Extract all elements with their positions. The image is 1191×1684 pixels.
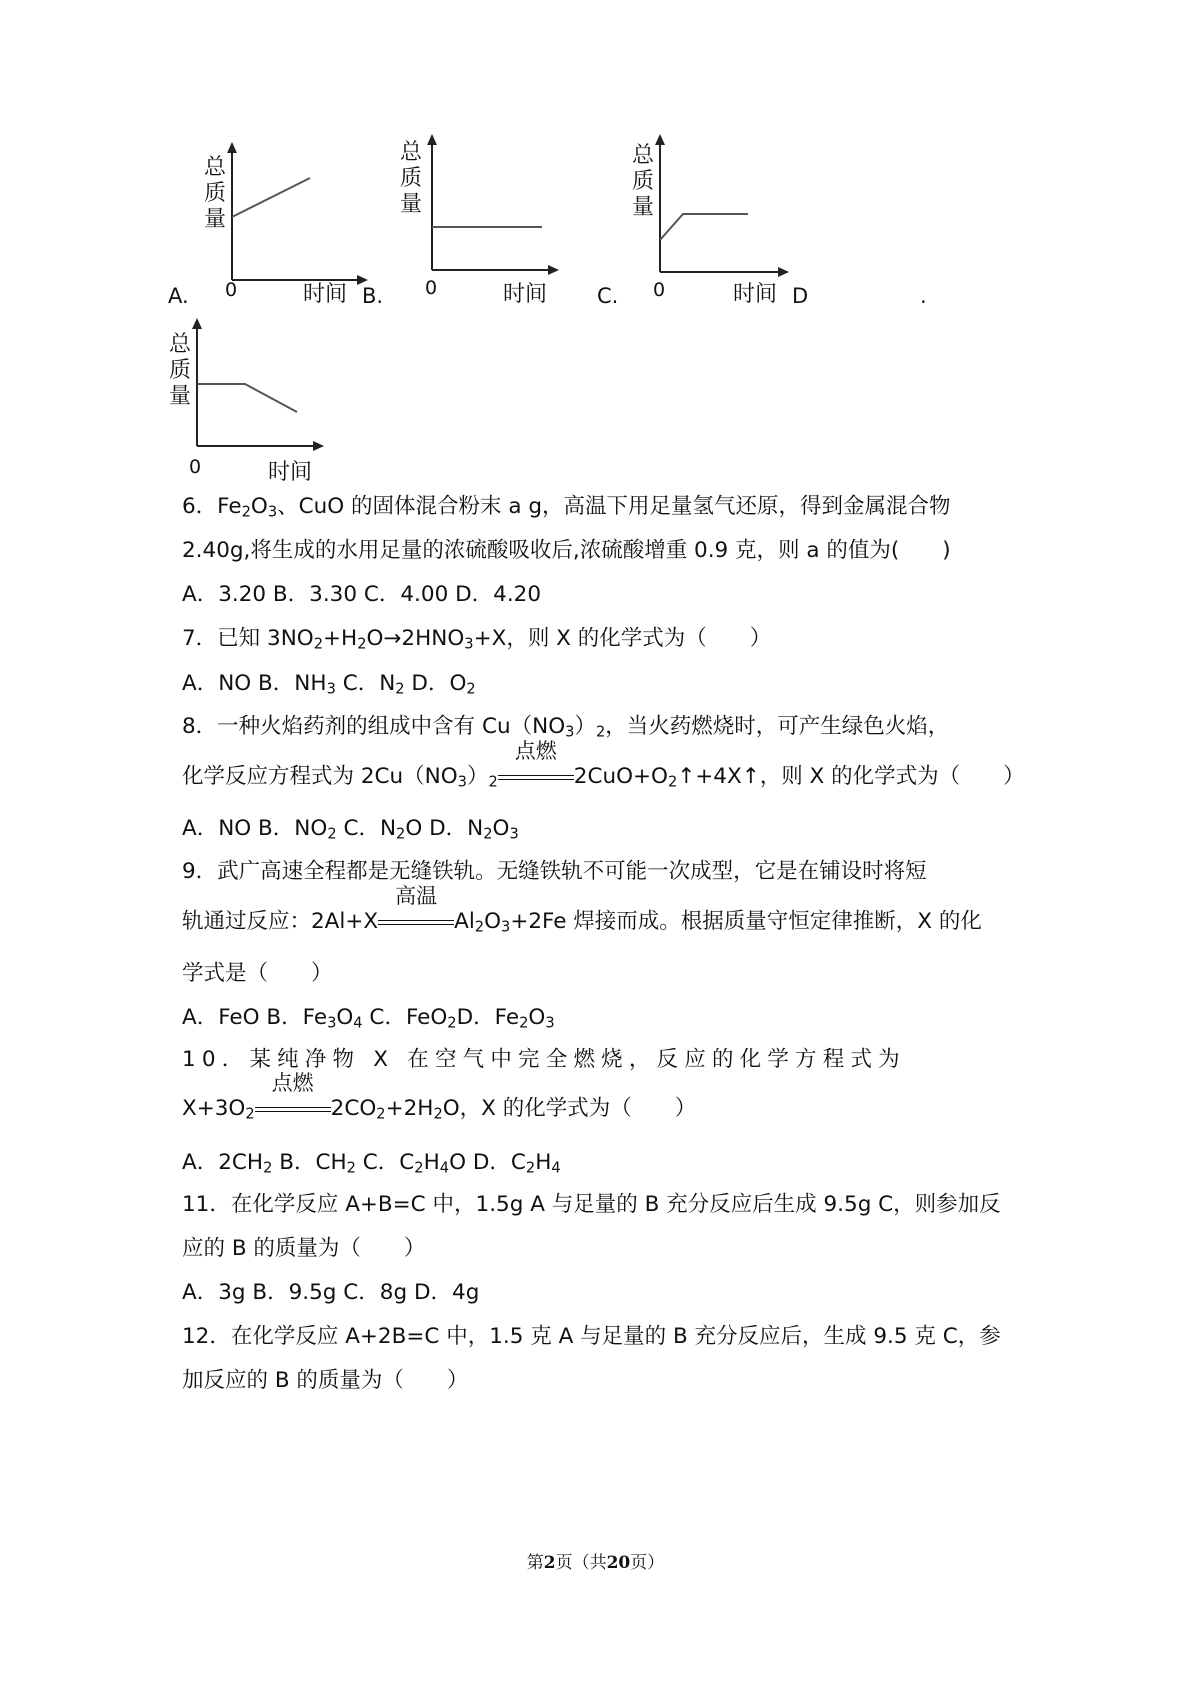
graph-c (638, 132, 808, 302)
graph-c-xlabel: 时间 (733, 282, 778, 307)
q8-condition: 点燃 (514, 739, 557, 763)
graph-a-letter: A. (168, 284, 189, 308)
q11-line2: 应的 B 的质量为（ ） (182, 1236, 426, 1261)
footer-page-number: 2 (543, 1553, 556, 1573)
q8-options: A．NO B．$NO_2$ C．$N_2O$ D．$N_2O_3$ (182, 816, 519, 843)
q7-stem: 7．已知 $3NO_2+H_2O\to 2HNO_3+X$，则 X 的化学式为（ ） (182, 626, 772, 653)
graph-d-ylabel: 总 质 量 (168, 332, 191, 409)
q9-line1: 9．武广高速全程都是无缝铁轨。无缝铁轨不可能一次成型，它是在铺设时将短 (182, 859, 927, 884)
graph-c-line (660, 214, 748, 240)
graph-c-axes (638, 132, 808, 302)
q12-line1: 12．在化学反应 A+2B=C 中，1.5 克 A 与足量的 B 充分反应后，生成 9.5 克 C，参 (182, 1324, 1001, 1349)
graph-d-line (197, 384, 297, 412)
q10-reaction-arrow (255, 1071, 331, 1123)
q6-line1: 6．$Fe_2O_3$、CuO 的固体混合粉末 a g，高温下用足量氢气还原，得到金属混合物 (182, 494, 951, 521)
q6-line2: 2.40g,将生成的水用足量的浓硫酸吸收后,浓硫酸增重 0.9 克，则 a 的值为( ) (182, 538, 951, 563)
q8-reaction-arrow (498, 739, 574, 791)
graph-c-zero: 0 (653, 279, 666, 301)
q11-options: A．3g B．9.5g C．8g D．4g (182, 1280, 480, 1305)
q10-condition: 点燃 (271, 1071, 314, 1095)
q10-options: A．$2CH_2$ B．$CH_2$ C．$C_2H_4O$ D．$C_2H_4$ (182, 1150, 561, 1177)
graph-d-letter: D (792, 284, 809, 308)
graph-c-ylabel: 总 质 量 (631, 143, 654, 220)
page-footer: 第2页（共20页） (526, 1553, 665, 1573)
footer-total-pages: 20 (606, 1553, 631, 1573)
graph-d-zero: 0 (189, 456, 202, 478)
graph-a-zero: 0 (225, 279, 238, 301)
graph-row-dot: . (920, 284, 927, 308)
graph-b-letter: B. (362, 284, 384, 308)
graph-a-xlabel: 时间 (303, 282, 348, 307)
graph-c-letter: C. (597, 284, 619, 308)
q9-options: A．FeO B．$Fe_3O_4$ C．FeO$_2$D．$Fe_2O_3$ (182, 1005, 555, 1032)
q12-line2: 加反应的 B 的质量为（ ） (182, 1368, 469, 1393)
q9-reaction-arrow (378, 884, 454, 936)
q9-line2: 轨通过反应：2Al+X 高温 $Al_2O_3+2Fe$ 焊接而成。根据质量守恒定律推断，X 的化 (182, 884, 982, 936)
graph-a-line (232, 178, 310, 217)
q8-line2: 化学反应方程式为 $2Cu(NO_3)_2$ 点燃 $2CuO+O_2↑+4X↑$，则 X 的化学式为（ ） (182, 739, 1025, 791)
graph-b-ylabel: 总 质 量 (399, 140, 422, 217)
q9-line3: 学式是（ ） (182, 961, 333, 986)
q8-line1: 8．一种火焰药剂的组成中含有 $Cu(NO_3)_2$，当火药燃烧时，可产生绿色火焰， (182, 714, 950, 741)
q9-condition: 高温 (395, 884, 438, 908)
q7-options: A．NO B．$NH_3$ C．$N_2$ D．$O_2$ (182, 671, 476, 698)
q10-line2: $X+3O_2$ 点燃 $2CO_2+2H_2O$，X 的化学式为（ ） (182, 1071, 697, 1123)
graph-b-zero: 0 (425, 277, 438, 299)
q6-options: A．3.20 B．3.30 C．4.00 D．4.20 (182, 582, 542, 607)
graph-b-xlabel: 时间 (503, 282, 548, 307)
graph-d-xlabel: 时间 (268, 460, 313, 485)
graph-a-ylabel: 总 质 量 (203, 155, 226, 232)
q10-line1: 10．某纯净物 X 在空气中完全燃烧，反应的化学方程式为 (182, 1047, 906, 1072)
q11-line1: 11．在化学反应 A+B=C 中，1.5g A 与足量的 B 充分反应后生成 9.5g C，则参加反 (182, 1192, 1001, 1217)
